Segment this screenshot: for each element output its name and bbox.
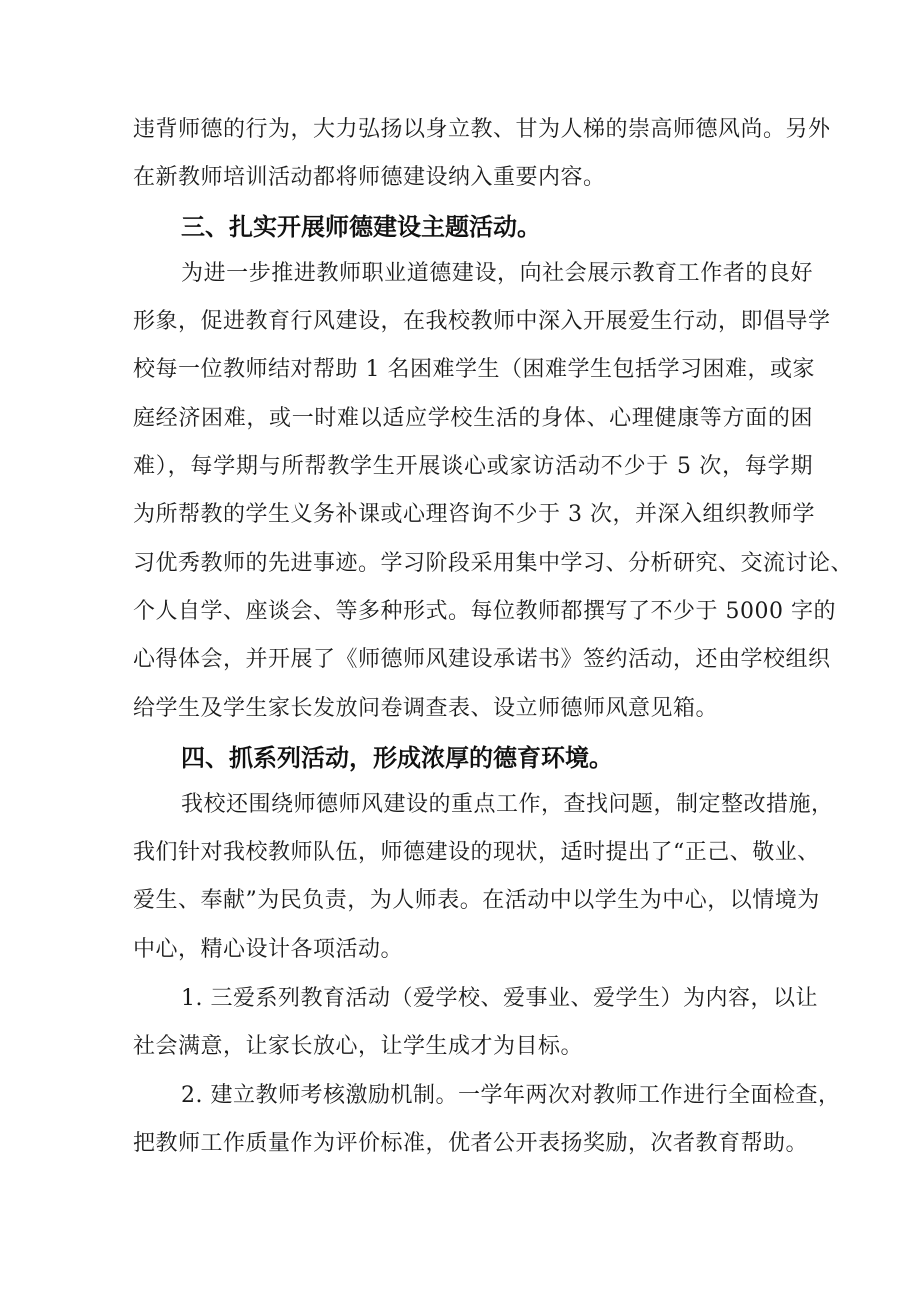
list-item-2-line: 2. 建立教师考核激励机制。一学年两次对教师工作进行全面检查， <box>181 1083 841 1108</box>
list-item-1-line: 1. 三爱系列教育活动（爱学校、爱事业、爱学生）为内容，以让 <box>181 986 818 1011</box>
paragraph-3-line: 给学生及学生家长发放问卷调查表、设立师德师风意见箱。 <box>133 696 719 721</box>
paragraph-3-line: 难），每学期与所帮教学生开展谈心或家访活动不少于 5 次，每学期 <box>133 454 813 479</box>
list-item-2-line: 把教师工作质量作为评价标准，优者公开表扬奖励，次者教育帮助。 <box>133 1131 809 1156</box>
paragraph-3-line: 校每一位教师结对帮助 1 名困难学生（困难学生包括学习困难，或家 <box>133 357 815 382</box>
paragraph-3-line: 形象，促进教育行风建设，在我校教师中深入开展爱生行动，即倡导学 <box>133 309 831 334</box>
paragraph-3-line: 为所帮教的学生义务补课或心理咨询不少于 3 次，并深入组织教师学 <box>133 502 815 527</box>
paragraph-4-line: 我们针对我校教师队伍，师德建设的现状，适时提出了“正己、敬业、 <box>133 840 820 865</box>
paragraph-3-line: 个人自学、座谈会、等多种形式。每位教师都撰写了不少于 5000 字的 <box>133 599 836 624</box>
paragraph-4-line: 我校还围绕师德师风建设的重点工作，查找问题，制定整改措施， <box>181 792 834 817</box>
list-item-1-line: 社会满意，让家长放心，让学生成才为目标。 <box>133 1034 584 1059</box>
paragraph-4-line: 中心，精心设计各项活动。 <box>133 937 404 962</box>
paragraph-3-line: 习优秀教师的先进事迹。学习阶段采用集中学习、分析研究、交流讨论、 <box>133 551 854 576</box>
section-heading-3: 三、扎实开展师德建设主题活动。 <box>181 213 541 241</box>
paragraph-3-line: 为进一步推进教师职业道德建设，向社会展示教育工作者的良好 <box>181 261 813 286</box>
paragraph-intro-line: 违背师德的行为，大力弘扬以身立教、甘为人梯的崇高师德风尚。另外 <box>133 117 831 142</box>
paragraph-4-line: 爱生、奉献”为民负责，为人师表。在活动中以学生为中心，以情境为 <box>133 888 820 913</box>
section-heading-4: 四、抓系列活动，形成浓厚的德育环境。 <box>181 744 613 772</box>
paragraph-3-line: 庭经济困难，或一时难以适应学校生活的身体、心理健康等方面的困 <box>133 406 813 431</box>
paragraph-3-line: 心得体会，并开展了《师德师风建设承诺书》签约活动，还由学校组织 <box>133 647 831 672</box>
paragraph-intro-line: 在新教师培训活动都将师德建设纳入重要内容。 <box>133 165 606 190</box>
